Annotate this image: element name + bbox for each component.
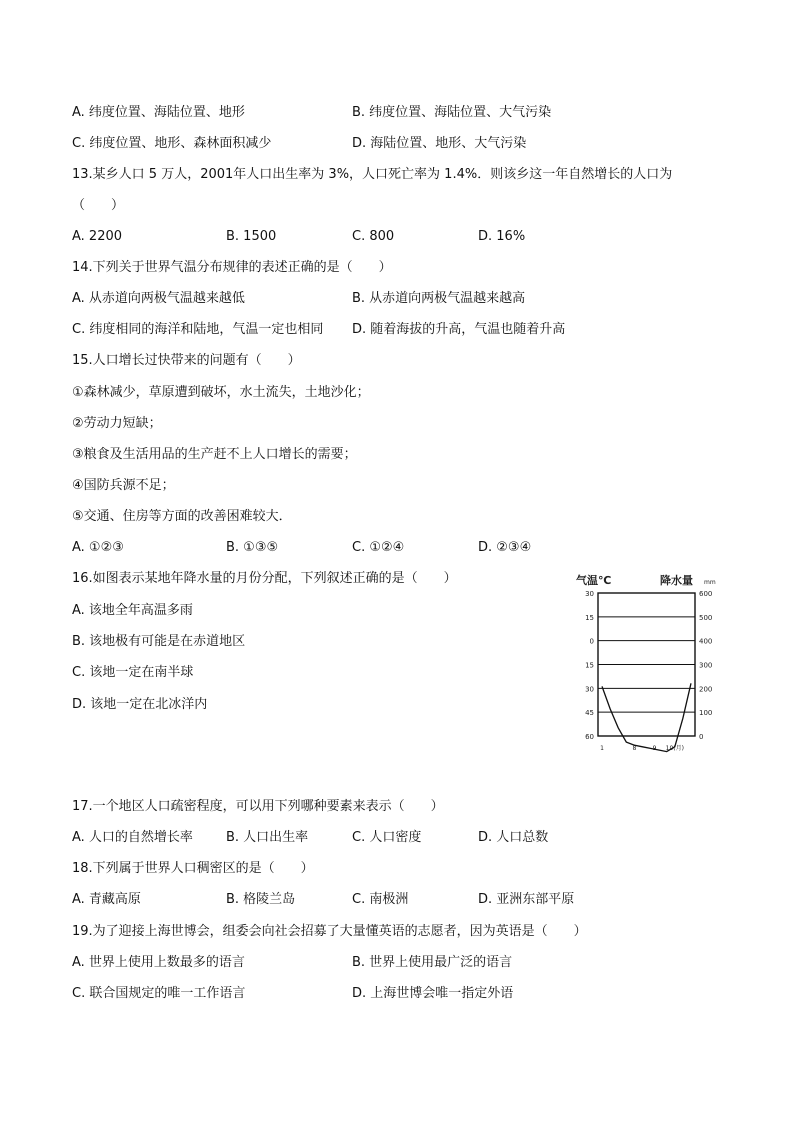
- q14-option-d: D. 随着海拔的升高，气温也随着升高: [352, 322, 566, 337]
- q13-paren: （ ）: [72, 198, 125, 213]
- q19-option-c: C. 联合国规定的唯一工作语言: [72, 986, 246, 1001]
- climate-chart-svg: [574, 572, 720, 762]
- q15-option-c: C. ①②④: [352, 540, 405, 555]
- right-tick-label: 100: [699, 709, 713, 718]
- right-tick-label: 600: [699, 590, 713, 598]
- left-tick-label: 15: [585, 661, 594, 670]
- q13-option-c: C. 800: [352, 229, 395, 244]
- q16-option-c: C. 该地一定在南半球: [72, 665, 194, 680]
- x-tick-label: 8: [632, 745, 637, 752]
- q18-option-c: C. 南极洲: [352, 892, 409, 907]
- q15-item-5: ⑤交通、住房等方面的改善困难较大．: [72, 509, 292, 524]
- q16-option-a: A. 该地全年高温多雨: [72, 603, 193, 618]
- right-axis-label: 降水量: [660, 574, 693, 587]
- q15-item-3: ③粮食及生活用品的生产赶不上人口增长的需要；: [72, 447, 357, 462]
- q13-option-b: B. 1500: [226, 229, 277, 244]
- q15-item-1: ①森林减少，草原遭到破坏，水土流失，土地沙化；: [72, 385, 370, 400]
- q17-option-d: D. 人口总数: [478, 830, 549, 845]
- q14-option-b: B. 从赤道向两极气温越来越高: [352, 291, 526, 306]
- left-tick-label: 30: [585, 590, 594, 598]
- q18-option-b: B. 格陵兰岛: [226, 892, 296, 907]
- right-tick-label: 400: [699, 637, 713, 646]
- q12-option-c: C. 纬度位置、地形、森林面积减少: [72, 136, 272, 151]
- right-tick-label: 300: [699, 661, 713, 670]
- climate-chart: [574, 572, 720, 762]
- right-axis-unit: mm: [704, 579, 716, 586]
- q17-option-b: B. 人口出生率: [226, 830, 309, 845]
- q19-stem: 19.为了迎接上海世博会，组委会向社会招募了大量懂英语的志愿者，因为英语是（ ）: [72, 924, 587, 939]
- q13-option-a: A. 2200: [72, 229, 123, 244]
- q19-option-a: A. 世界上使用上数最多的语言: [72, 955, 245, 970]
- q17-option-a: A. 人口的自然增长率: [72, 830, 193, 845]
- q15-option-b: B. ①③⑤: [226, 540, 279, 555]
- q12-option-a: A. 纬度位置、海陆位置、地形: [72, 105, 245, 120]
- q19-option-d: D. 上海世博会唯一指定外语: [352, 986, 514, 1001]
- q16-option-b: B. 该地极有可能是在赤道地区: [72, 634, 246, 649]
- left-tick-label: 0: [589, 637, 594, 646]
- q12-option-b: B. 纬度位置、海陆位置、大气污染: [352, 105, 552, 120]
- q16-option-d: D. 该地一定在北冰洋内: [72, 697, 208, 712]
- q15-item-2: ②劳动力短缺；: [72, 416, 162, 431]
- left-tick-label: 30: [585, 685, 594, 694]
- q16-stem: 16.如图表示某地年降水量的月份分配，下列叙述正确的是（ ）: [72, 571, 457, 586]
- q18-stem: 18.下列属于世界人口稠密区的是（ ）: [72, 861, 314, 876]
- x-tick-label: 1: [600, 745, 604, 752]
- q19-option-b: B. 世界上使用最广泛的语言: [352, 955, 513, 970]
- q15-item-4: ④国防兵源不足；: [72, 478, 175, 493]
- q14-stem: 14.下列关于世界气温分布规律的表述正确的是（ ）: [72, 260, 392, 275]
- q17-stem: 17.一个地区人口疏密程度，可以用下列哪种要素来表示（ ）: [72, 799, 444, 814]
- x-tick-label: 10(月): [665, 745, 684, 752]
- right-tick-label: 0: [699, 733, 704, 741]
- right-tick-label: 500: [699, 613, 713, 622]
- q12-option-d: D. 海陆位置、地形、大气污染: [352, 136, 527, 151]
- left-tick-label: 15: [585, 613, 594, 622]
- right-tick-label: 200: [699, 685, 713, 694]
- q15-option-a: A. ①②③: [72, 540, 124, 555]
- left-axis-label: 气温℃: [576, 574, 612, 587]
- q14-option-a: A. 从赤道向两极气温越来越低: [72, 291, 245, 306]
- temperature-curve: [602, 683, 691, 751]
- q18-option-a: A. 青藏高原: [72, 892, 141, 907]
- q18-option-d: D. 亚洲东部平原: [478, 892, 575, 907]
- q17-option-c: C. 人口密度: [352, 830, 422, 845]
- q15-stem: 15.人口增长过快带来的问题有（ ）: [72, 353, 301, 368]
- q14-option-c: C. 纬度相同的海洋和陆地，气温一定也相同: [72, 322, 324, 337]
- x-tick-label: 9: [652, 745, 657, 752]
- left-tick-label: 45: [585, 709, 594, 718]
- q13-stem: 13.某乡人口 5 万人，2001年人口出生率为 3%，人口死亡率为 1.4%．则该乡这一年自然增长的人口为: [72, 167, 673, 182]
- q15-option-d: D. ②③④: [478, 540, 532, 555]
- left-tick-label: 60: [585, 733, 594, 741]
- q13-option-d: D. 16%: [478, 229, 526, 244]
